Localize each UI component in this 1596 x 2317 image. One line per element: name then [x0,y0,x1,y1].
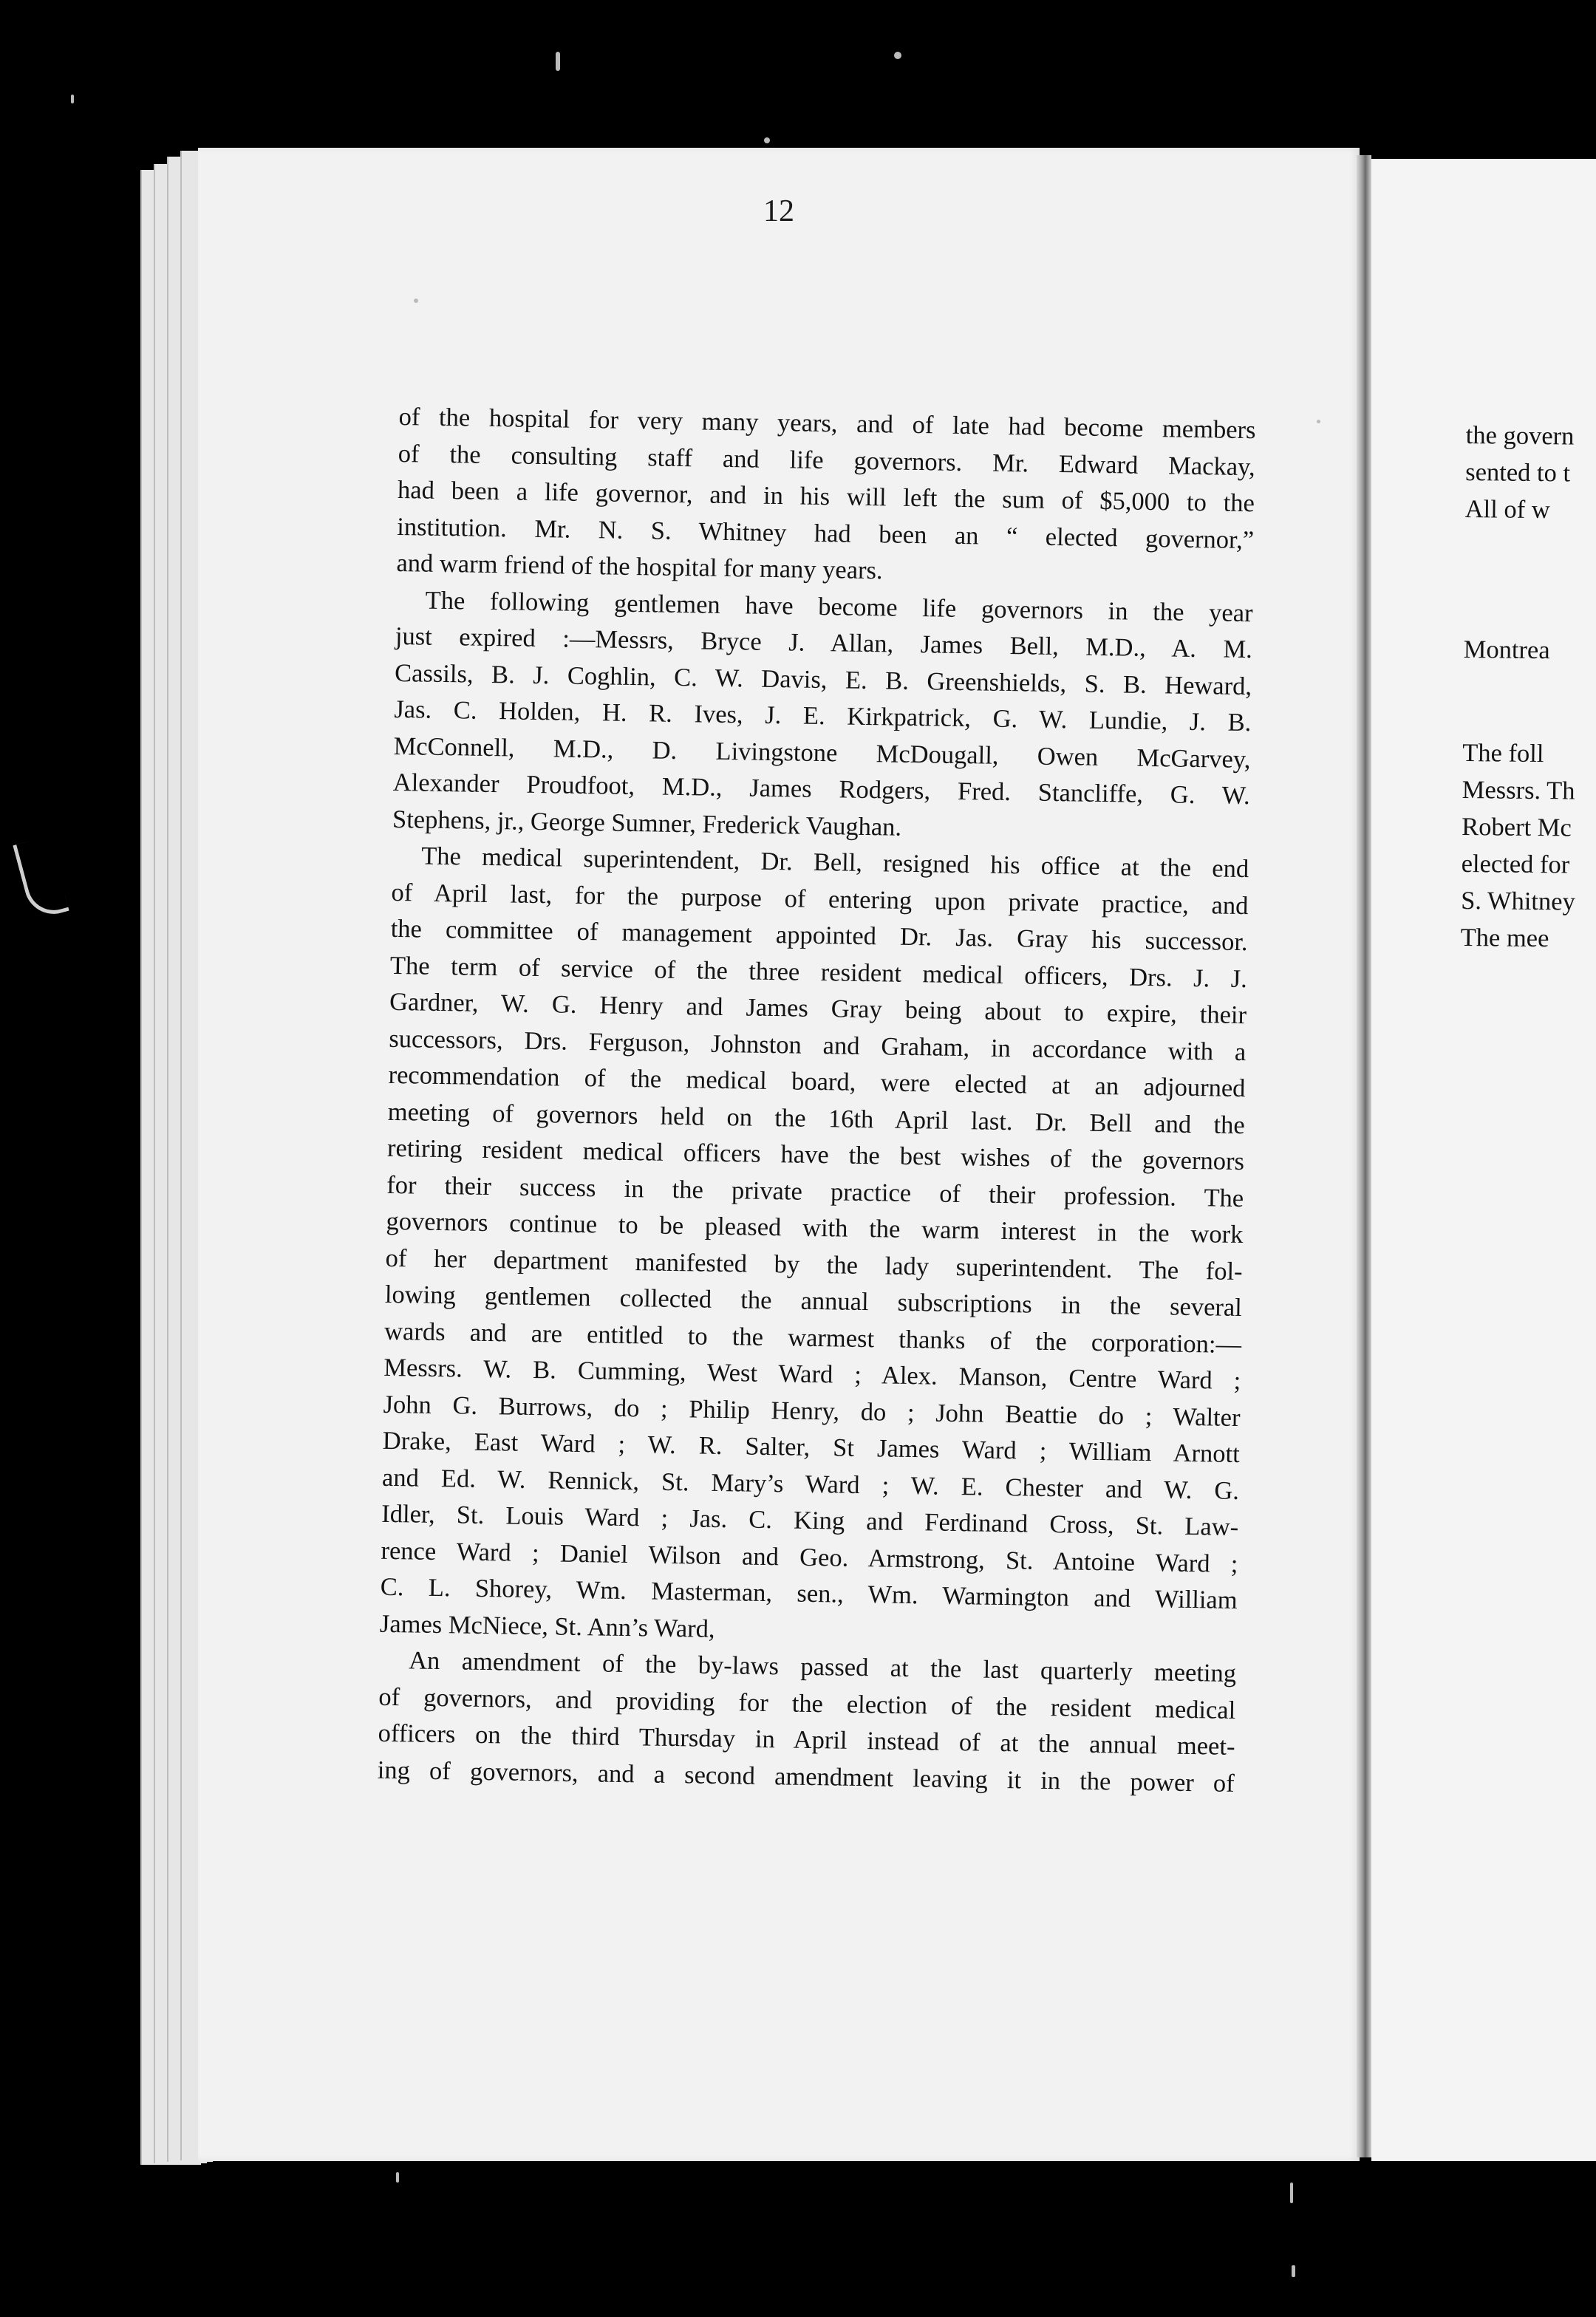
facing-text-line: All of w [1464,494,1550,525]
facing-text-line: Montrea [1463,635,1550,665]
text-line: An amendment of the by-laws passed at the last quarterly meeting [408,1646,1237,1688]
text-line: McConnell, M.D., D. Livingstone McDougall, Owen McGarvey, [393,731,1251,774]
facing-text-line: the govern [1465,421,1575,451]
text-line: retiring resident medical officers have the best wishes of the governors [386,1133,1245,1176]
text-line: for their success in the private practice of their profession. The [386,1170,1244,1212]
text-line: governors continue to be pleased with the warm interest in the work [386,1207,1244,1249]
text-line: just expired :—Messrs, Bryce J. Allan, James Bell, M.D., A. M. [395,621,1253,664]
text-line: officers on the third Thursday in April instead of at the annual meet- [378,1719,1235,1761]
text-line: Idler, St. Louis Ward ; Jas. C. King and Ferdinand Cross, St. Law- [381,1499,1239,1542]
text-line: Jas. C. Holden, H. R. Ives, J. E. Kirkpatrick, G. W. Lundie, J. B. [394,695,1252,737]
text-line: of governors, and providing for the election of the resident medical [378,1682,1236,1724]
text-line: of April last, for the purpose of entering upon private practice, and [391,878,1249,920]
text-line: and Ed. W. Rennick, St. Mary’s Ward ; W. E. Chester and W. G. [381,1463,1240,1505]
facing-text-line: The mee [1460,923,1549,953]
text-line: The term of service of the three resident medical officers, Drs. J. J. [389,951,1248,993]
text-line: had been a life governor, and in his will left the sum of $5,000 to the [397,475,1255,518]
text-line: the committee of management appointed Dr. Jas. Gray his successor. [390,914,1248,957]
text-line: Drake, East Ward ; W. R. Salter, St James Ward ; William Arnott [382,1426,1241,1469]
page-body-text [377,399,1255,1802]
facing-text-line: sented to t [1465,457,1571,488]
text-line: ing of governors, and a second amendment leaving it in the power of [377,1755,1235,1798]
facing-text-line: Messrs. Th [1462,775,1575,805]
facing-text-line: elected for [1461,849,1570,879]
text-line: John G. Burrows, do ; Philip Henry, do ; John Beattie do ; Walter [383,1390,1241,1432]
text-line: institution. Mr. N. S. Whitney had been an “ elected governor,” [396,512,1255,554]
facing-page-text [1460,421,1596,953]
text-line: The medical superintendent, Dr. Bell, resigned his office at the end [420,842,1249,884]
right-page [1371,159,1596,2161]
text-line: Alexander Proudfoot, M.D., James Rodgers, Fred. Stancliffe, G. W. [392,768,1251,811]
facing-text-line: The foll [1462,738,1544,768]
text-line: successors, Drs. Ferguson, Johnston and Graham, in accordance with a [389,1024,1247,1066]
page-gutter [1357,155,1371,2157]
text-line: The following gentlemen have become life governors in the year [425,586,1253,627]
text-line: lowing gentlemen collected the annual subscriptions in the several [384,1280,1243,1323]
text-line: Stephens, jr., George Sumner, Frederick Vaughan. [392,805,902,842]
text-line: Messrs. W. B. Cumming, West Ward ; Alex. Manson, Centre Ward ; [383,1353,1241,1396]
text-line: wards and are entitled to the warmest thanks of the corporation:— [383,1317,1242,1359]
text-line: Gardner, W. G. Henry and James Gray being about to expire, their [389,987,1247,1030]
text-line: of her department manifested by the lady superintendent. The fol- [385,1243,1243,1286]
text-line: Cassils, B. J. Coghlin, C. W. Davis, E. B. Greenshields, S. B. Heward, [394,658,1252,700]
text-line: meeting of governors held on the 16th April last. Dr. Bell and the [387,1097,1246,1139]
text-line: and warm friend of the hospital for many years. [396,548,883,585]
text-line: C. L. Shorey, Wm. Masterman, sen., Wm. Warmington and William [380,1572,1238,1615]
text-line: of the consulting staff and life governors. Mr. Edward Mackay, [398,439,1256,481]
text-line: recommendation of the medical board, were elected at an adjourned [388,1060,1246,1103]
page-number: 12 [763,194,794,228]
facing-text-line: Robert Mc [1462,812,1572,842]
facing-text-line: S. Whitney [1461,886,1576,916]
text-line: rence Ward ; Daniel Wilson and Geo. Armstrong, St. Antoine Ward ; [381,1536,1238,1578]
text-line: James McNiece, St. Ann’s Ward, [379,1609,715,1643]
scan-smudge [13,836,69,921]
text-line: of the hospital for very many years, and of late had become members [398,402,1256,445]
